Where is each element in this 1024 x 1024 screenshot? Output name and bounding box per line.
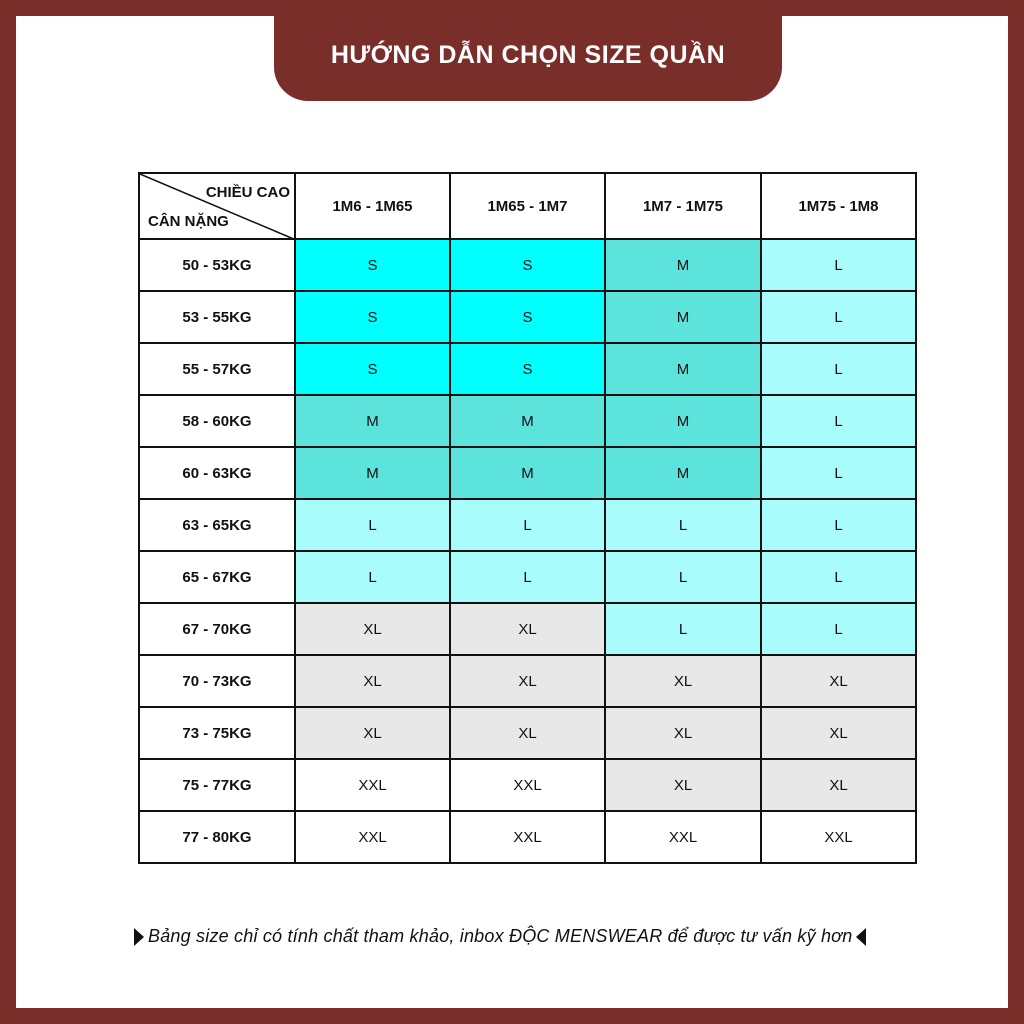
table-row: [139, 447, 916, 499]
size-cell: L: [761, 447, 916, 499]
size-cell: XL: [761, 655, 916, 707]
size-cell: XL: [450, 603, 605, 655]
size-cell: S: [450, 239, 605, 291]
size-cell: L: [605, 603, 761, 655]
table-row: [139, 707, 916, 759]
size-cell: L: [295, 499, 450, 551]
table-row: [139, 239, 916, 291]
header-row: [139, 173, 916, 239]
size-cell: L: [761, 343, 916, 395]
weight-row-label: 53 - 55KG: [139, 291, 295, 343]
table-row: [139, 759, 916, 811]
size-cell: XXL: [605, 811, 761, 863]
table-row: [139, 603, 916, 655]
size-cell: L: [761, 603, 916, 655]
size-cell: L: [295, 551, 450, 603]
size-cell: S: [450, 343, 605, 395]
size-cell: XXL: [295, 759, 450, 811]
table-row: [139, 811, 916, 863]
size-chart-table: [138, 172, 917, 864]
size-cell: L: [761, 291, 916, 343]
size-cell: XL: [295, 707, 450, 759]
size-cell: XXL: [450, 811, 605, 863]
weight-row-label: 70 - 73KG: [139, 655, 295, 707]
size-cell: XXL: [450, 759, 605, 811]
size-cell: L: [761, 395, 916, 447]
height-column-header: 1M7 - 1M75: [605, 173, 761, 239]
size-cell: S: [295, 239, 450, 291]
weight-row-label: 50 - 53KG: [139, 239, 295, 291]
table-row: [139, 343, 916, 395]
weight-row-label: 58 - 60KG: [139, 395, 295, 447]
triangle-right-icon: [134, 928, 144, 946]
size-cell: L: [450, 551, 605, 603]
size-cell: XL: [605, 707, 761, 759]
size-guide-canvas: [16, 16, 1008, 1008]
weight-row-label: 65 - 67KG: [139, 551, 295, 603]
weight-row-label: 60 - 63KG: [139, 447, 295, 499]
size-cell: M: [605, 447, 761, 499]
size-cell: L: [761, 499, 916, 551]
weight-row-label: 75 - 77KG: [139, 759, 295, 811]
size-cell: XL: [450, 707, 605, 759]
weight-row-label: 73 - 75KG: [139, 707, 295, 759]
title-banner: [274, 16, 782, 101]
height-column-header: 1M6 - 1M65: [295, 173, 450, 239]
size-table-body: [139, 239, 916, 863]
weight-axis-label: CÂN NẶNG: [148, 213, 229, 230]
size-cell: M: [450, 447, 605, 499]
size-cell: XL: [605, 759, 761, 811]
table-row: [139, 655, 916, 707]
table-row: [139, 551, 916, 603]
weight-row-label: 63 - 65KG: [139, 499, 295, 551]
size-cell: M: [605, 395, 761, 447]
footnote: [134, 926, 866, 947]
size-cell: S: [450, 291, 605, 343]
size-cell: XL: [605, 655, 761, 707]
table-row: [139, 499, 916, 551]
weight-row-label: 77 - 80KG: [139, 811, 295, 863]
weight-row-label: 55 - 57KG: [139, 343, 295, 395]
size-cell: XL: [295, 603, 450, 655]
size-cell: L: [761, 239, 916, 291]
size-cell: M: [605, 291, 761, 343]
size-cell: XXL: [295, 811, 450, 863]
height-column-header: 1M75 - 1M8: [761, 173, 916, 239]
size-cell: L: [605, 499, 761, 551]
size-cell: XXL: [761, 811, 916, 863]
height-column-header: 1M65 - 1M7: [450, 173, 605, 239]
size-cell: M: [295, 395, 450, 447]
size-cell: L: [761, 551, 916, 603]
table-row: [139, 291, 916, 343]
page-title: HƯỚNG DẪN CHỌN SIZE QUẦN: [330, 41, 726, 69]
table-row: [139, 395, 916, 447]
size-cell: XL: [761, 707, 916, 759]
size-cell: M: [295, 447, 450, 499]
size-cell: XL: [761, 759, 916, 811]
weight-row-label: 67 - 70KG: [139, 603, 295, 655]
size-cell: M: [450, 395, 605, 447]
height-axis-label: CHIỀU CAO: [205, 184, 290, 201]
size-cell: S: [295, 291, 450, 343]
size-cell: L: [450, 499, 605, 551]
size-cell: M: [605, 343, 761, 395]
size-cell: L: [605, 551, 761, 603]
corner-header-cell: [139, 173, 295, 239]
triangle-left-icon: [856, 928, 866, 946]
size-cell: XL: [450, 655, 605, 707]
size-cell: XL: [295, 655, 450, 707]
size-cell: S: [295, 343, 450, 395]
size-cell: M: [605, 239, 761, 291]
footnote-text: Bảng size chỉ có tính chất tham khảo, inbox ĐỘC MENSWEAR để được tư vấn kỹ hơn: [148, 926, 853, 946]
